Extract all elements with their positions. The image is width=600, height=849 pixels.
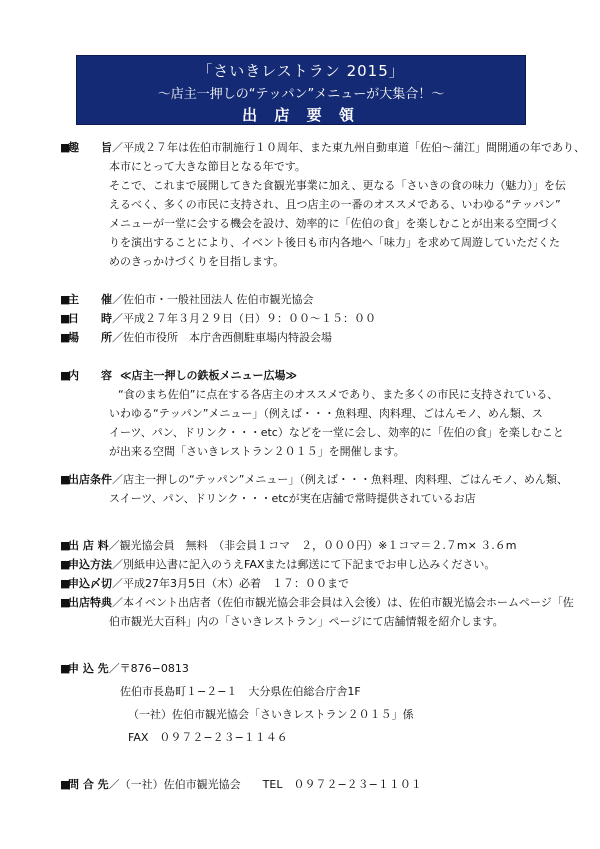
date-value: ／平成２７年３月２９日（日）９：００〜１５：００ [112,312,376,325]
method-value: ／別紙申込書に記入のうえFAXまたは郵送にて下記までお申し込みください。 [112,558,496,571]
purpose-line-1: ／平成２７年は佐伯市制施行１０周年、また東九州自動車道「佐伯〜蒲江」間開通の年であり、 [112,141,585,154]
section-apply [60,659,550,678]
deadline-label: 申込〆切 [68,577,112,590]
purpose-line-7: めのきっかけづくりを目指します。 [109,255,285,268]
event-title: 「さいきレストラン 2015」 [197,62,405,80]
bullet-square: ■ [60,141,71,154]
bullet-square: ■ [60,662,71,675]
fee-label: 出 店 料 [68,539,109,552]
contents-line-2: いわゆる“テッパン”メニュー」（例えば・・・魚料理、肉料理、ごはんモノ、めん類、ス [109,407,543,420]
section-venue [60,328,550,347]
section-fee [60,536,550,555]
bullet-square: ■ [60,331,71,344]
apply-label: 申 込 先 [68,662,109,675]
conditions-label: 出店条件 [68,473,112,486]
contents-line-1: “食のまち佐伯”に点在する各店主のオススメであり、また多くの市民に支持されている、 [118,388,559,401]
section-conditions [60,470,568,489]
section-date [60,309,550,328]
purpose-line-3: そこで、これまで展開してきた食観光事業に加え、更なる「さいきの食の味力（魅力）」を伝 [109,179,566,192]
bullet-square: ■ [60,596,71,609]
bullet-square: ■ [60,577,71,590]
bullet-square: ■ [60,293,71,306]
benefit-label: 出店特典 [68,596,112,609]
event-subtitle: 〜店主一押しの“テッパン”メニューが大集合！〜 [157,87,445,102]
date-label: 日 時 [68,312,112,325]
fee-value: ／観光協会員 無料 （非会員１コマ ２，０００円）※１コマ＝２.７m× ３.６m [108,539,517,552]
purpose-line-4: えるべく、多くの市民に支持され、且つ店主の一番のオススメである、いわゆる“テッパン” [109,198,561,211]
section-contact [60,775,550,794]
venue-label: 場 所 [68,331,112,344]
title-banner [76,55,526,125]
bullet-square: ■ [60,473,71,486]
bullet-square: ■ [60,369,71,382]
section-benefit [60,593,574,612]
method-label: 申込方法 [68,558,112,571]
contents-label: 内 容 [68,369,112,382]
document-body [60,138,585,794]
section-organizer [60,290,550,309]
bullet-square: ■ [60,778,71,791]
organizer-label: 主 催 [68,293,112,306]
apply-org: （一社）佐伯市観光協会「さいきレストラン２０１５」係 [128,708,414,721]
conditions-line-2: スイーツ、パン、ドリンク・・・etcが実在店舗で常時提供されているお店 [109,492,476,505]
organizer-value: ／佐伯市・一般社団法人 佐伯市観光協会 [112,293,314,306]
bullet-square: ■ [60,312,71,325]
deadline-value: ／平成27年3月5日（木）必着 １７：００まで [112,577,349,590]
contact-value: ／（一社）佐伯市観光協会 TEL ０９７２−２３−１１０１ [108,778,422,791]
section-method [60,555,550,574]
apply-postal: ／〒876−0813 [108,662,189,675]
contact-label: 問 合 先 [68,778,109,791]
venue-value: ／佐伯市役所 本庁舎西側駐車場内特設会場 [112,331,332,344]
benefit-line-2: 伯市観光大百科」内の「さいきレストラン」ページにて店舗情報を紹介します。 [109,615,504,628]
purpose-line-6: りを演出することにより、イベント後日も市内各地へ「味力」を求めて周遊していただくた [109,236,560,249]
contents-title: ≪店主一押しの鉄板メニュー広場≫ [120,369,298,382]
section-contents [60,366,550,385]
apply-fax: FAX ０９７２−２３−１１４６ [128,731,288,744]
purpose-line-2: 本市にとって大きな節目となる年です。 [109,160,306,173]
purpose-label: 趣 旨 [68,141,112,154]
purpose-line-5: メニューが一堂に会する機会を設け、効率的に「佐伯の食」を楽しむことが出来る空間づく [109,217,560,230]
bullet-square: ■ [60,539,71,552]
apply-address: 佐伯市長島町１−２−１ 大分県佐伯総合庁舎1F [120,685,361,698]
section-deadline [60,574,550,593]
benefit-line-1: ／本イベント出店者（佐伯市観光協会非会員は入会後）は、佐伯市観光協会ホームページ「佐 [112,596,574,609]
conditions-line-1: ／店主一押しの“テッパン”メニュー」（例えば・・・魚料理、肉料理、ごはんモノ、めん類、 [112,473,568,486]
section-purpose [60,138,585,157]
bullet-square: ■ [60,558,71,571]
contents-line-3: イーツ、パン、ドリンク・・・etc）などを一堂に会し、効率的に「佐伯の食」を楽しむこと [109,426,564,439]
contents-line-4: が出来る空間「さいきレストラン２０１５」を開催します。 [109,445,405,458]
document-heading: 出 店 要 領 [242,106,360,124]
